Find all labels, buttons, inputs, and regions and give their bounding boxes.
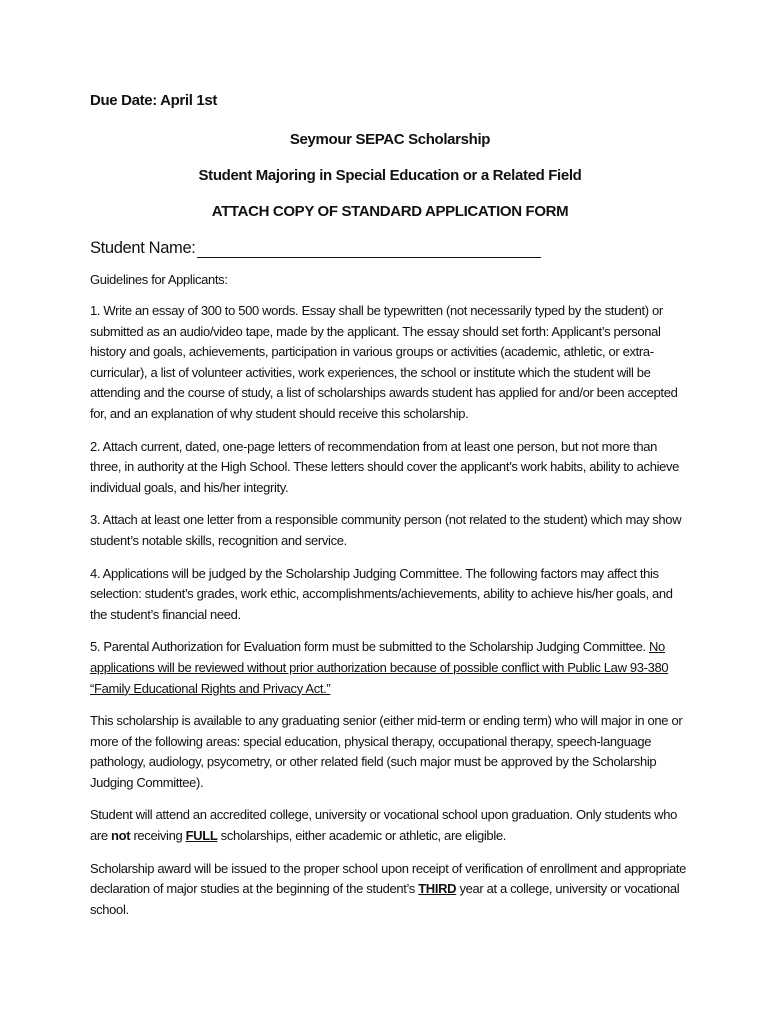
guideline-item-3: 3. Attach at least one letter from a responsible community person (not related to the student) which may show student’s notable skills, recognition and service. [90, 512, 682, 548]
student-name-blank-line[interactable] [197, 241, 541, 258]
award-text-1: Scholarship award will be issued to the proper school upon receipt of verification of enrollment and appropriate declaration of major studies at the beginning of the student’s [90, 860, 686, 897]
attendance-text-1: Student will attend an accredited college, university or vocational school upon graduation. Only students who are [90, 807, 677, 844]
document-title: Seymour SEPAC Scholarship [289, 131, 491, 148]
guideline-item-5 [90, 637, 690, 699]
award-paragraph [90, 859, 690, 921]
guideline-item-4: 4. Applications will be judged by the Scholarship Judging Committee. The following factors may affect this selection: student’s grades, work ethic, accomplishments/achievements, ability to achieve his/her goals, and the student’s financial need. [90, 565, 673, 622]
award-third-emphasis: THIRD [418, 881, 457, 897]
student-name-field [90, 239, 690, 258]
attendance-not-emphasis: not [111, 828, 131, 844]
guideline-item-1: 1. Write an essay of 300 to 500 words. Essay shall be typewritten (not necessarily typed by the student) or submitted as an audio/video tape, made by the applicant. The essay should set forth: Applicant’s personal history and goals, achievements, participation in various groups or activities (academic, athletic, or extra-curricular), a list of volunteer activities, work experiences, the school or institute which the student will be attending and the course of study, a list of scholarships awards student has applied for and/or been accepted for, and an explanation of why student should receive this scholarship. [90, 303, 678, 421]
document-subtitle: Student Majoring in Special Education or a Related Field [198, 167, 582, 184]
attendance-text-3: scholarships, either academic or athletic, are eligible. [217, 828, 506, 844]
guideline-item-5-text: 5. Parental Authorization for Evaluation form must be submitted to the Scholarship Judging Committee. [90, 639, 650, 655]
due-date: Due Date: April 1st [90, 92, 217, 109]
attach-instruction: ATTACH COPY OF STANDARD APPLICATION FORM [211, 203, 569, 220]
guideline-item-5-underlined: No applications will be reviewed without prior authorization because of possible conflict with Public Law 93-380 “Family Educational Rights and Privacy Act.” [90, 639, 669, 696]
attendance-text-2: receiving [130, 828, 186, 844]
attendance-paragraph [90, 805, 690, 846]
guideline-item-2: 2. Attach current, dated, one-page letters of recommendation from at least one person, but not more than three, in authority at the High School. These letters should cover the applicant’s work habits, ability to achieve individual goals, and his/her integrity. [90, 438, 680, 495]
attendance-full-emphasis: FULL [185, 828, 218, 844]
award-text-2: year at a college, university or vocational school. [90, 881, 680, 917]
guidelines-label: Guidelines for Applicants: [90, 272, 228, 287]
student-name-label: Student Name: [90, 239, 196, 257]
document-page [90, 92, 690, 932]
eligibility-paragraph: This scholarship is available to any graduating senior (either mid-term or ending term) who will major in one or more of the following areas: special education, physical therapy, occupational therapy, speech-language pathology, audiology, psycometry, or other related field (such major must be approved by the Scholarship Judging Committee). [90, 713, 683, 790]
